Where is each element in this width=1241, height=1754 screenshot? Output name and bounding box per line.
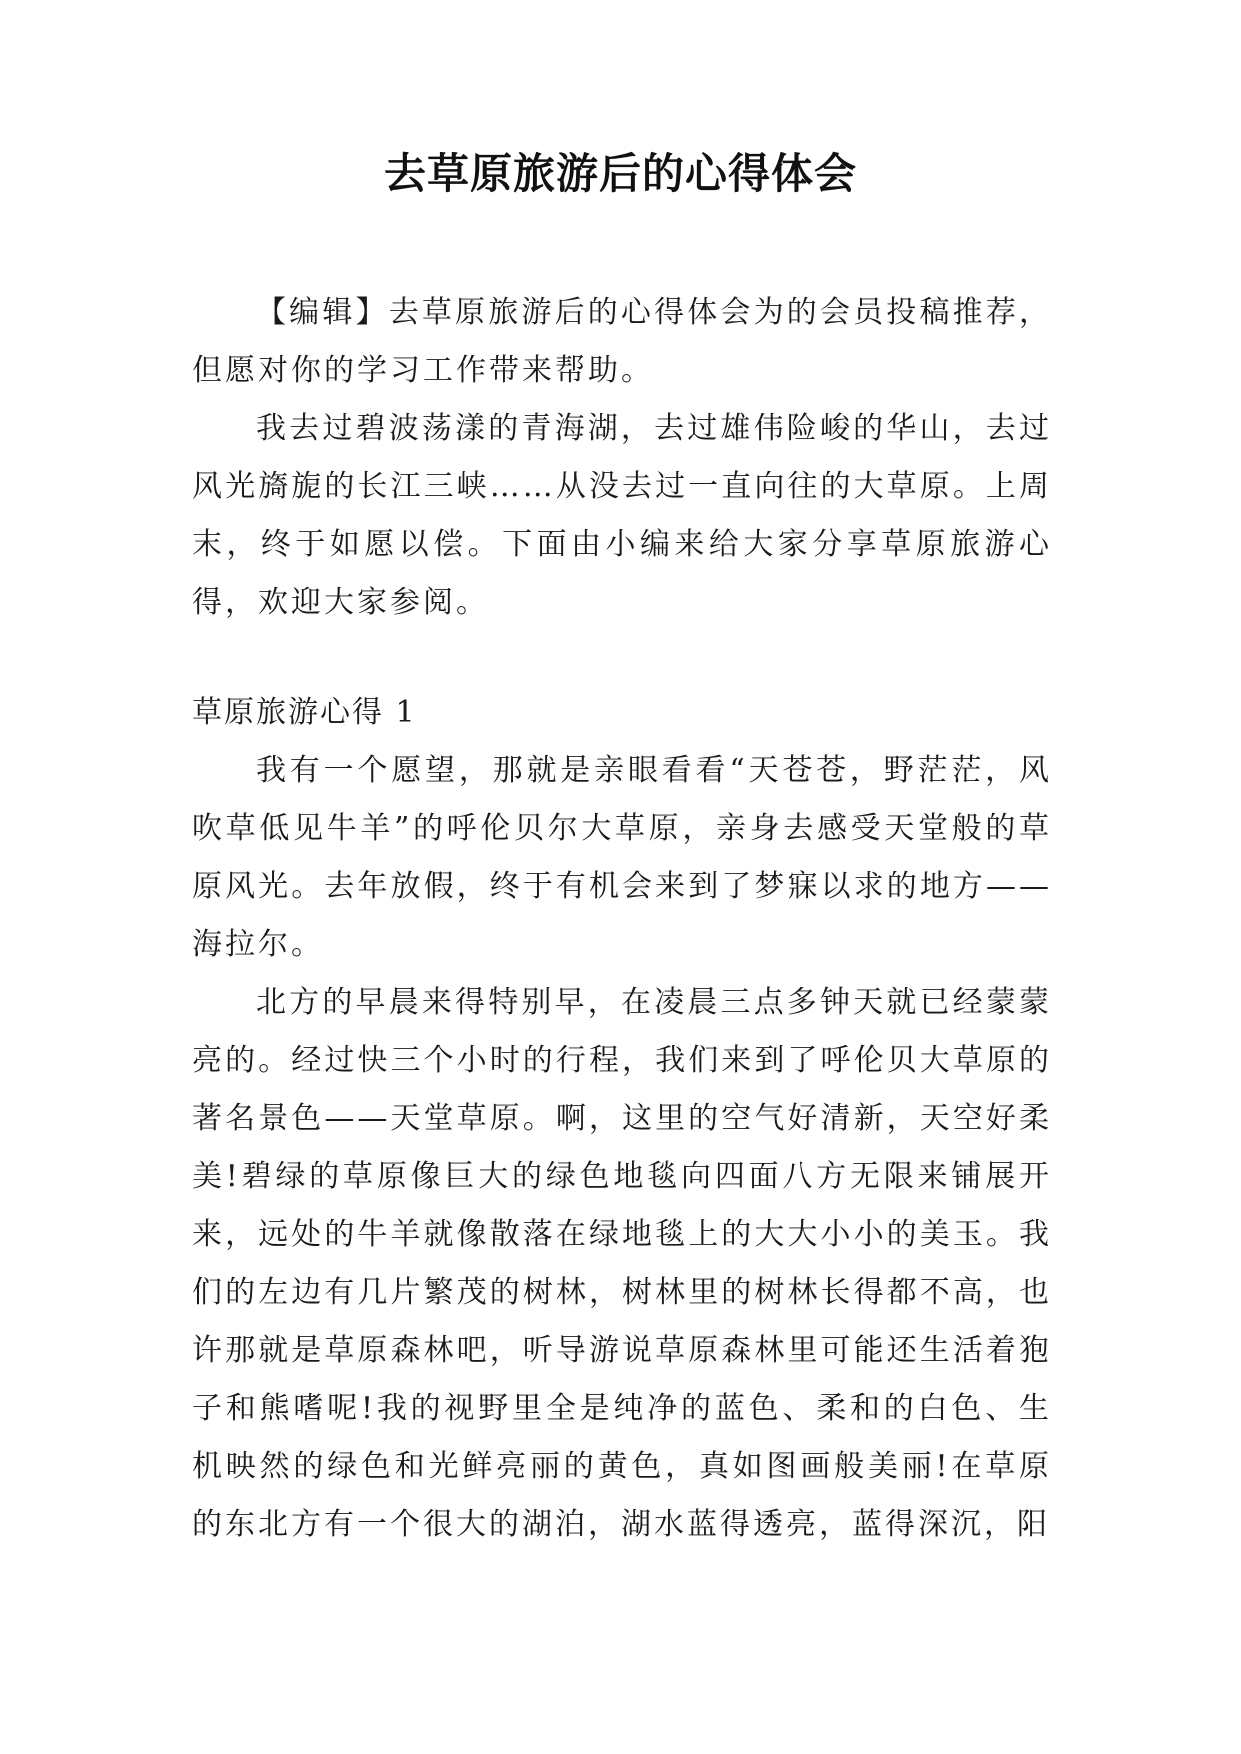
body-paragraph: 我有一个愿望，那就是亲眼看看“天苍苍，野茫茫，风吹草低见牛羊”的呼伦贝尔大草原，亲身去感受天堂般的草原风光。去年放假，终于有机会来到了梦寐以求的地方——海拉尔。 [192,753,1052,962]
document-body [192,284,1052,1554]
intro-paragraph: 【编辑】去草原旅游后的心得体会为的会员投稿推荐，但愿对你的学习工作带来帮助。 [192,295,1052,388]
section-heading: 草原旅游心得 1 [192,695,417,730]
intro-paragraph: 我去过碧波荡漾的青海湖，去过雄伟险峻的华山，去过风光旖旎的长江三峡……从没去过一直向往的大草原。上周末，终于如愿以偿。下面由小编来给大家分享草原旅游心得，欢迎大家参阅。 [192,411,1052,620]
body-paragraph: 北方的早晨来得特别早，在凌晨三点多钟天就已经蒙蒙亮的。经过快三个小时的行程，我们来到了呼伦贝大草原的著名景色——天堂草原。啊，这里的空气好清新，天空好柔美!碧绿的草原像巨大的绿色地毯向四面八方无限来铺展开来，远处的牛羊就像散落在绿地毯上的大大小小的美玉。我们的左边有几片繁茂的树林，树林里的树林长得都不高，也许那就是草原森林吧，听导游说草原森林里可能还生活着狍子和熊嗜呢!我的视野里全是纯净的蓝色、柔和的白色、生机映然的绿色和光鲜亮丽的黄色，真如图画般美丽!在草原的东北方有一个很大的湖泊，湖水蓝得透亮，蓝得深沉，阳 [192,985,1052,1542]
document-title: 去草原旅游后的心得体会 [383,149,857,198]
